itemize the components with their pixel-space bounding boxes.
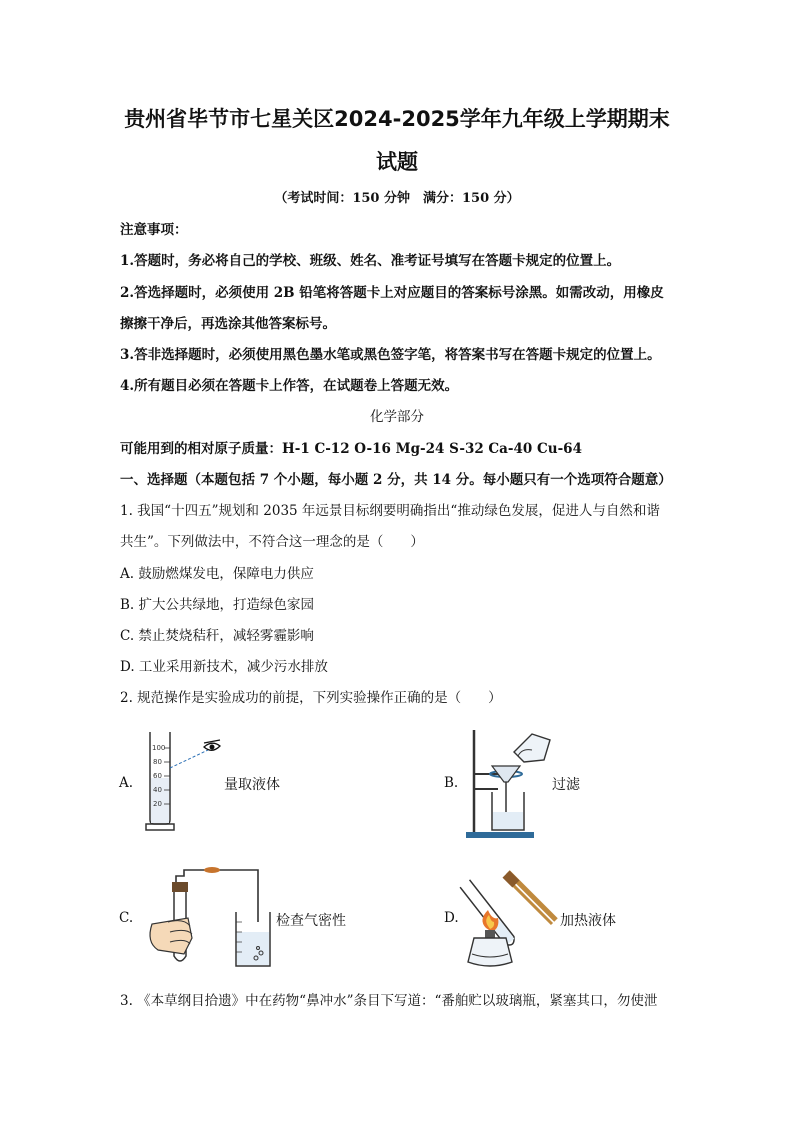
atomic-masses: 可能用到的相对原子质量：H-1 C-12 O-16 Mg-24 S-32 Ca-40 Cu-64	[120, 441, 582, 457]
q1-stem-line2: 共生”。下列做法中，不符合这一理念的是（ ）	[120, 534, 424, 550]
q1-option-b: B. 扩大公共绿地，打造绿色家园	[120, 597, 315, 613]
q2-option-a-letter: A.	[119, 775, 134, 791]
q1-option-c: C. 禁止焚烧秸秆，减轻雾霾影响	[120, 628, 314, 644]
q2-option-b-letter: B.	[444, 775, 459, 791]
tick-40: 40	[153, 786, 162, 794]
notice-item-3: 3.答非选择题时，必须使用黑色墨水笔或黑色签字笔，将答案书写在答题卡规定的位置上。	[120, 347, 661, 363]
notice-item-2-cont: 擦擦干净后，再选涂其他答案标号。	[120, 316, 336, 332]
q1-option-a: A. 鼓励燃煤发电，保障电力供应	[120, 566, 314, 582]
part1-heading: 一、选择题（本题包括 7 个小题，每小题 2 分，共 14 分。每小题只有一个选项符合题意）	[120, 472, 672, 488]
notice-heading: 注意事项：	[120, 222, 188, 238]
section-title: 化学部分	[370, 409, 424, 425]
tick-80: 80	[153, 758, 162, 766]
q3-stem: 3. 《本草纲目拾遗》中在药物“鼻冲水”条目下写道：“番舶贮以玻璃瓶，紧塞其口，勿使泄	[120, 993, 658, 1009]
q2-option-b-caption: 过滤	[552, 777, 580, 793]
notice-item-4: 4.所有题目必须在答题卡上作答，在试题卷上答题无效。	[120, 378, 459, 394]
tick-60: 60	[153, 772, 162, 780]
eye-icon	[204, 740, 220, 750]
q2-stem: 2. 规范操作是实验成功的前提，下列实验操作正确的是（ ）	[120, 690, 502, 706]
tick-100: 100	[152, 744, 166, 752]
q2-option-c-letter: C.	[119, 910, 134, 926]
q2-option-c-caption: 检查气密性	[276, 913, 346, 929]
notice-item-2: 2.答选择题时，必须使用 2B 铅笔将答题卡上对应题目的答案标号涂黑。如需改动，用橡皮	[120, 285, 664, 301]
heating-liquid-figure	[460, 862, 570, 974]
filtration-figure	[462, 722, 562, 842]
q2-option-d-letter: D.	[444, 910, 459, 926]
q1-stem-line1: 1. 我国“十四五”规划和 2035 年远景目标纲要明确指出“推动绿色发展，促进人与自然和谐	[120, 503, 660, 519]
q2-option-a-caption: 量取液体	[224, 777, 280, 793]
tick-20: 20	[153, 800, 162, 808]
exam-title-line1: 贵州省毕节市七星关区2024-2025学年九年级上学期期末	[124, 107, 670, 131]
notice-item-1: 1.答题时，务必将自己的学校、班级、姓名、准考证号填写在答题卡规定的位置上。	[120, 253, 621, 269]
q2-option-d-caption: 加热液体	[560, 913, 616, 929]
airtightness-figure	[140, 862, 280, 972]
exam-info: （考试时间：150 分钟 满分：150 分）	[274, 191, 520, 206]
exam-title-line2: 试题	[376, 150, 418, 174]
q1-option-d: D. 工业采用新技术，减少污水排放	[120, 659, 328, 675]
